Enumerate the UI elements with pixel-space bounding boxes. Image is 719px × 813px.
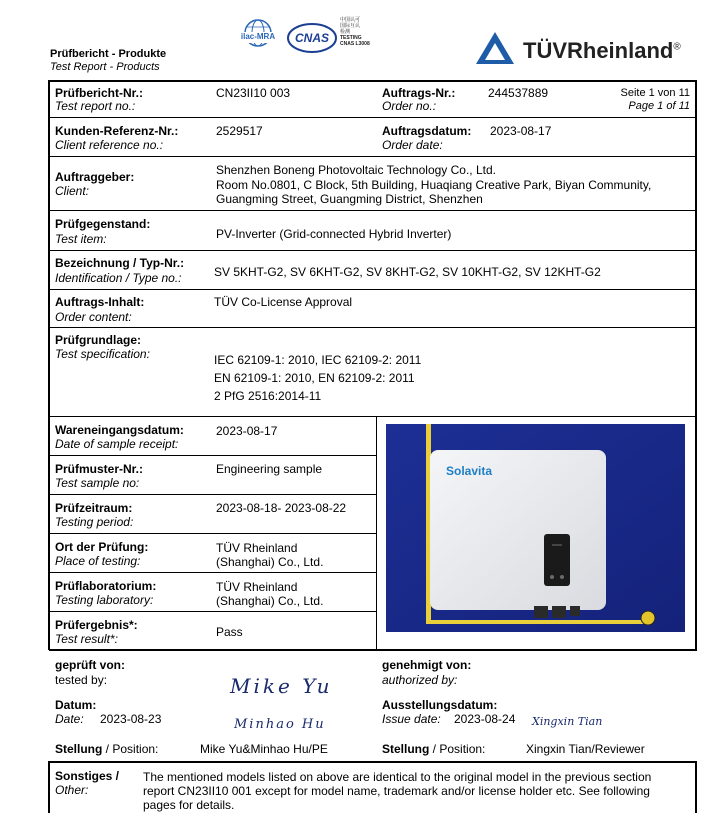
type-value: SV 5KHT-G2, SV 6KHT-G2, SV 8KHT-G2, SV 10KHT-G2, SV 12KHT-G2 [214,265,601,279]
period-value: 2023-08-18- 2023-08-22 [216,501,347,515]
report-no-value: CN23II10 003 [216,86,291,100]
cnas-logo: CNAS [287,22,337,58]
place-line-2: (Shanghai) Co., Ltd. [216,555,324,569]
client-ref-value: 2529517 [216,124,263,138]
label-client-de: Auftraggeber: [55,170,135,184]
label-period-de: Prüfzeitraum: [55,501,133,515]
label-period-en: Testing period: [55,515,134,529]
page-number-de: Seite 1 von 11 [620,87,690,99]
label-lab-de: Prüflaboratorium: [55,579,157,593]
label-client-ref-de: Kunden-Referenz-Nr.: [55,124,179,138]
approved-by-signature: Xingxin Tian [532,715,603,728]
order-no-value: 244537889 [488,86,549,100]
place-line-1: TÜV Rheinland [216,541,298,555]
client-line-1: Shenzhen Boneng Photovoltaic Technology Co., Ltd. [216,163,496,177]
result-value: Pass [216,625,243,639]
tested-by-signature: Mike Yu [230,674,333,698]
label-type-en: Identification / Type no.: [55,271,182,285]
receipt-value: 2023-08-17 [216,424,278,438]
other-text-line-1: The mentioned models listed on above are identical to the original model in the previous section [143,770,652,784]
lab-line-2: (Shanghai) Co., Ltd. [216,594,324,608]
label-date-en: Date: [55,712,84,726]
label-client-ref-en: Client reference no.: [55,138,164,152]
tested-position-value: Mike Yu&Minhao Hu/PE [200,742,328,756]
label-order-content-en: Order content: [55,310,132,324]
label-order-content-de: Auftrags-Inhalt: [55,295,145,309]
label-sample-de: Prüfmuster-Nr.: [55,462,144,476]
label-result-en: Test result*: [55,632,118,646]
label-other-en: Other: [55,783,89,797]
cnas-text-block: 中国认可 国际互认 检测 TESTING CNAS L3008 [340,17,370,47]
client-line-3: Guangming Street, Guangming District, Shenzhen [216,192,483,206]
other-text-line-2: report CN23II10 001 except for model name, trademark and/or license holder etc. See following [143,784,650,798]
tuv-triangle-icon [474,30,516,66]
label-spec-en: Test specification: [55,347,150,361]
label-report-no-de: Prüfbericht-Nr.: [55,86,144,100]
label-receipt-en: Date of sample receipt: [55,437,179,451]
label-spec-de: Prüfgrundlage: [55,333,141,347]
approved-position-value: Xingxin Tian/Reviewer [526,742,645,756]
tuv-brand: TÜVRheinland® [523,38,681,63]
lab-line-1: TÜV Rheinland [216,580,298,594]
position-label-left: Stellung / Position: [55,742,159,756]
label-type-de: Bezeichnung / Typ-Nr.: [55,256,185,270]
spec-line-2: EN 62109-1: 2010, EN 62109-2: 2011 [214,371,415,385]
tested-date-value: 2023-08-23 [100,712,162,726]
label-report-no-en: Test report no.: [55,99,136,113]
label-test-item-de: Prüfgegenstand: [55,217,151,231]
position-label-right: Stellung / Position: [382,742,486,756]
label-approved-by-en: authorized by: [382,673,458,687]
other-text-line-3: pages for details. [143,798,235,812]
client-line-2: Room No.0801, C Block, 5th Building, Huaqiang Creative Park, Biyan Community, [216,178,652,192]
label-place-en: Place of testing: [55,554,141,568]
report-title-de: Prüfbericht - Produkte [50,48,167,60]
label-order-no-en: Order no.: [382,99,437,113]
sample-value: Engineering sample [216,462,323,476]
spec-line-3: 2 PfG 2516:2014-11 [214,389,322,403]
label-result-de: Prüfergebnis*: [55,618,138,632]
label-order-date-de: Auftragsdatum: [382,124,472,138]
label-other-de: Sonstiges / [55,769,120,783]
order-content-value: TÜV Co-License Approval [214,295,353,309]
label-order-date-en: Order date: [382,138,443,152]
label-issue-date-de: Ausstellungsdatum: [382,698,498,712]
label-tested-by-en: tested by: [55,673,108,687]
label-test-item-en: Test item: [55,232,107,246]
label-order-no-de: Auftrags-Nr.: [382,86,456,100]
label-place-de: Ort der Prüfung: [55,540,149,554]
label-tested-by-de: geprüft von: [55,658,125,672]
label-lab-en: Testing laboratory: [55,593,154,607]
label-receipt-de: Wareneingangsdatum: [55,423,184,437]
spec-line-1: IEC 62109-1: 2010, IEC 62109-2: 2011 [214,353,422,367]
label-issue-date-en: Issue date: [382,712,441,726]
test-item-value: PV-Inverter (Grid-connected Hybrid Inverter) [216,227,452,241]
label-sample-en: Test sample no: [55,476,140,490]
ilac-mra-logo: ilac-MRA [236,18,280,58]
label-client-en: Client: [55,184,90,198]
report-title-en: Test Report - Products [50,61,160,73]
tested-by-signature-2: Minhao Hu [234,717,326,732]
issue-date-value: 2023-08-24 [454,712,516,726]
label-approved-by-de: genehmigt von: [382,658,472,672]
product-brand-label: Solavita [446,464,493,478]
page-number-en: Page 1 of 11 [628,100,690,112]
label-date-de: Datum: [55,698,97,712]
product-photo [386,424,685,632]
order-date-value: 2023-08-17 [490,124,552,138]
